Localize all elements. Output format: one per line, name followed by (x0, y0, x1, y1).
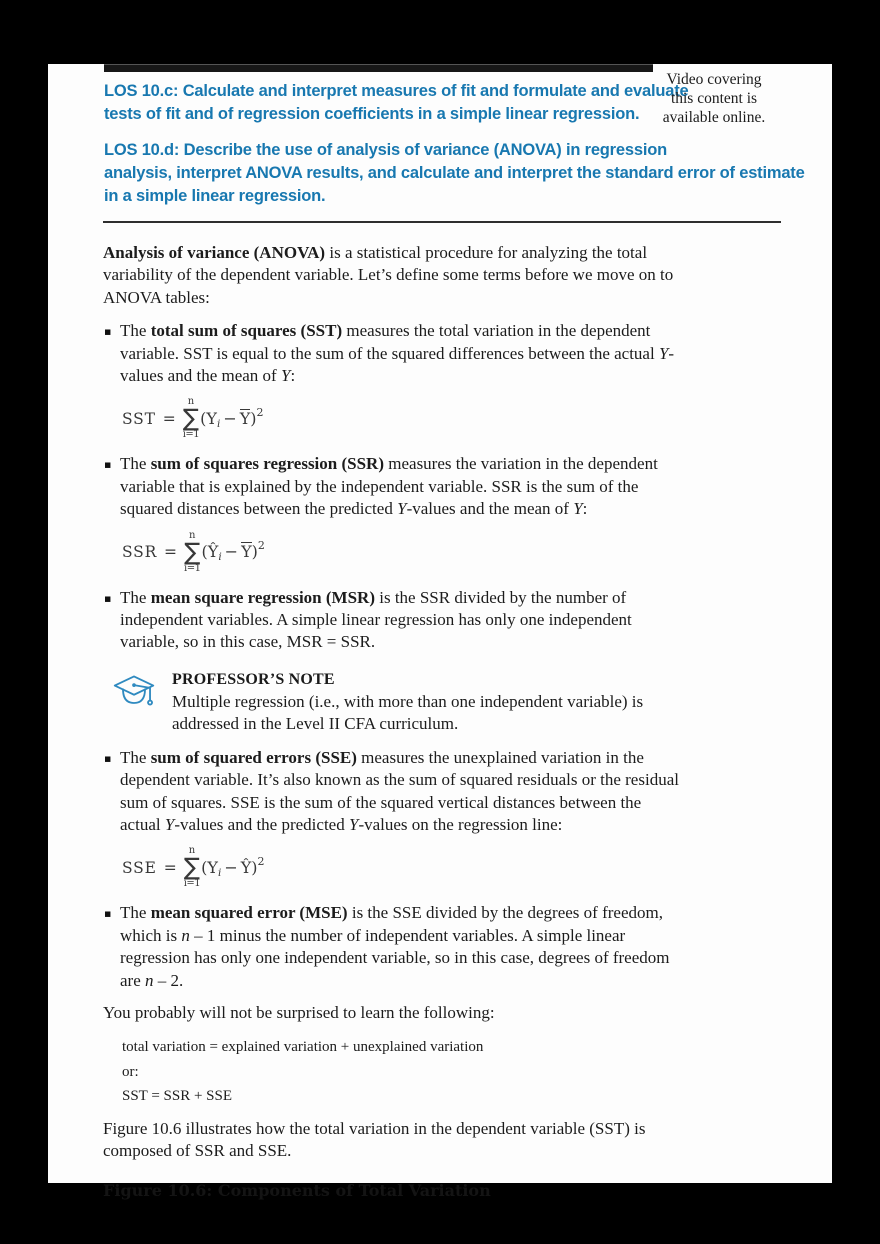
formula-sse (122, 846, 783, 889)
bullet-marker: ▪ (104, 458, 112, 472)
formula-expression: ($Y_i$ − Ŷ)$^2$ (201, 855, 265, 880)
formula-lhs: SSR (122, 542, 158, 561)
document-page (48, 64, 832, 1200)
you-probably-paragraph: You probably will not be surprised to learn the following: (103, 1002, 495, 1022)
note-body: Multiple regression (i.e., with more than one independent variable) is addressed in the Level II CFA curriculum. (172, 691, 644, 734)
bullet-text-ssr: The sum of squares regression (SSR) measures the variation in the dependent variable that is explained by the independent variable. SSR is the sum of the squared distances between the predicted Y-values and the mean of Y: (120, 454, 658, 519)
y-bar: Y (239, 409, 251, 429)
bullet-item-mse (103, 902, 783, 992)
formula-expression: $(Ŷ_i - Y)^2$ (201, 539, 265, 564)
figure-intro-paragraph: Figure 10.6 illustrates how the total variation in the dependent variable (SST) is composed of SSR and SSE. (103, 1118, 646, 1161)
bullet-item-sst (103, 320, 783, 387)
equals-sign: = (162, 409, 176, 428)
figure-caption: Figure 10.6: Components of Total Variation (103, 1180, 491, 1200)
equals-sign: = (163, 858, 177, 877)
summation-symbol: n ∑ i=1 (183, 845, 201, 890)
professors-note (112, 668, 783, 736)
equals-sign: = (164, 542, 178, 561)
video-availability-note: Video covering this content is available online. (662, 71, 766, 126)
body-content (103, 242, 783, 1202)
bullet-text-sse: The sum of squared errors (SSE) measures the unexplained variation in the dependent variable. It’s also known as the sum of squared residuals or the residual sum of squares. SSE is the sum of the squared vertical distances between the actual Y-values and the predicted Y-values on the regression line: (120, 747, 679, 834)
los-10c-statement: LOS 10.c: Calculate and interpret measures of fit and formulate and evaluate tests of fit and of regression coefficients in a simple linear regression. (104, 82, 689, 123)
identity-line-3: SST = SSR + SSE (122, 1088, 233, 1105)
variation-identity-block (122, 1035, 783, 1109)
horizontal-rule (103, 221, 781, 223)
y-hat: Ŷ (207, 542, 219, 562)
formula-lhs: SST (122, 409, 156, 428)
bullet-text-mse: The mean squared error (MSE) is the SSE divided by the degrees of freedom, which is n – 1 minus the number of independent variables. A simple linear regression has only one independent variable, so in this case, degrees of freedom are n – 2. (120, 903, 670, 990)
summation-symbol: n ∑ i=1 (184, 529, 201, 574)
anova-intro-paragraph: Analysis of variance (ANOVA) is a statistical procedure for analyzing the total variability of the dependent variable. Let’s define some terms before we move on to ANOVA tables: (103, 243, 674, 307)
bullet-marker: ▪ (104, 325, 112, 339)
bullet-marker: ▪ (104, 751, 112, 765)
los-10d-statement: LOS 10.d: Describe the use of analysis of variance (ANOVA) in regression analysis, interpret ANOVA results, and calculate and interpret the standard error of estimate in a simple linear regression. (104, 141, 805, 205)
formula-ssr (122, 531, 783, 574)
note-title: PROFESSOR’S NOTE (172, 670, 335, 688)
formula-lhs: SSE (122, 858, 157, 877)
bullet-text-msr: The mean square regression (MSR) is the SSR divided by the number of independent variables. A simple linear regression has only one independent variable, so in this case, MSR = SSR. (120, 587, 632, 652)
note-content (172, 668, 643, 736)
bullet-text-sst: The total sum of squares (SST) measures the total variation in the dependent variable. SST is equal to the sum of the squared differences between the actual Y- values and the mean of Y: (120, 321, 675, 386)
graduation-cap-icon (112, 668, 156, 736)
summation-symbol: n ∑ i=1 (182, 396, 200, 441)
y-bar: Y (241, 542, 252, 562)
bullet-marker: ▪ (104, 591, 112, 605)
bullet-marker: ▪ (104, 907, 112, 921)
formula-sst (122, 397, 783, 440)
identity-line-1: total variation = explained variation + unexplained variation (122, 1039, 484, 1056)
bullet-item-ssr (103, 453, 783, 520)
bullet-item-sse (103, 747, 783, 837)
formula-expression: $(Y_i - Y)^2$ (200, 406, 264, 431)
section-divider-bar (104, 64, 653, 72)
identity-line-2: or: (122, 1063, 139, 1080)
y-hat: Ŷ (240, 858, 252, 878)
bullet-item-msr (103, 587, 783, 654)
